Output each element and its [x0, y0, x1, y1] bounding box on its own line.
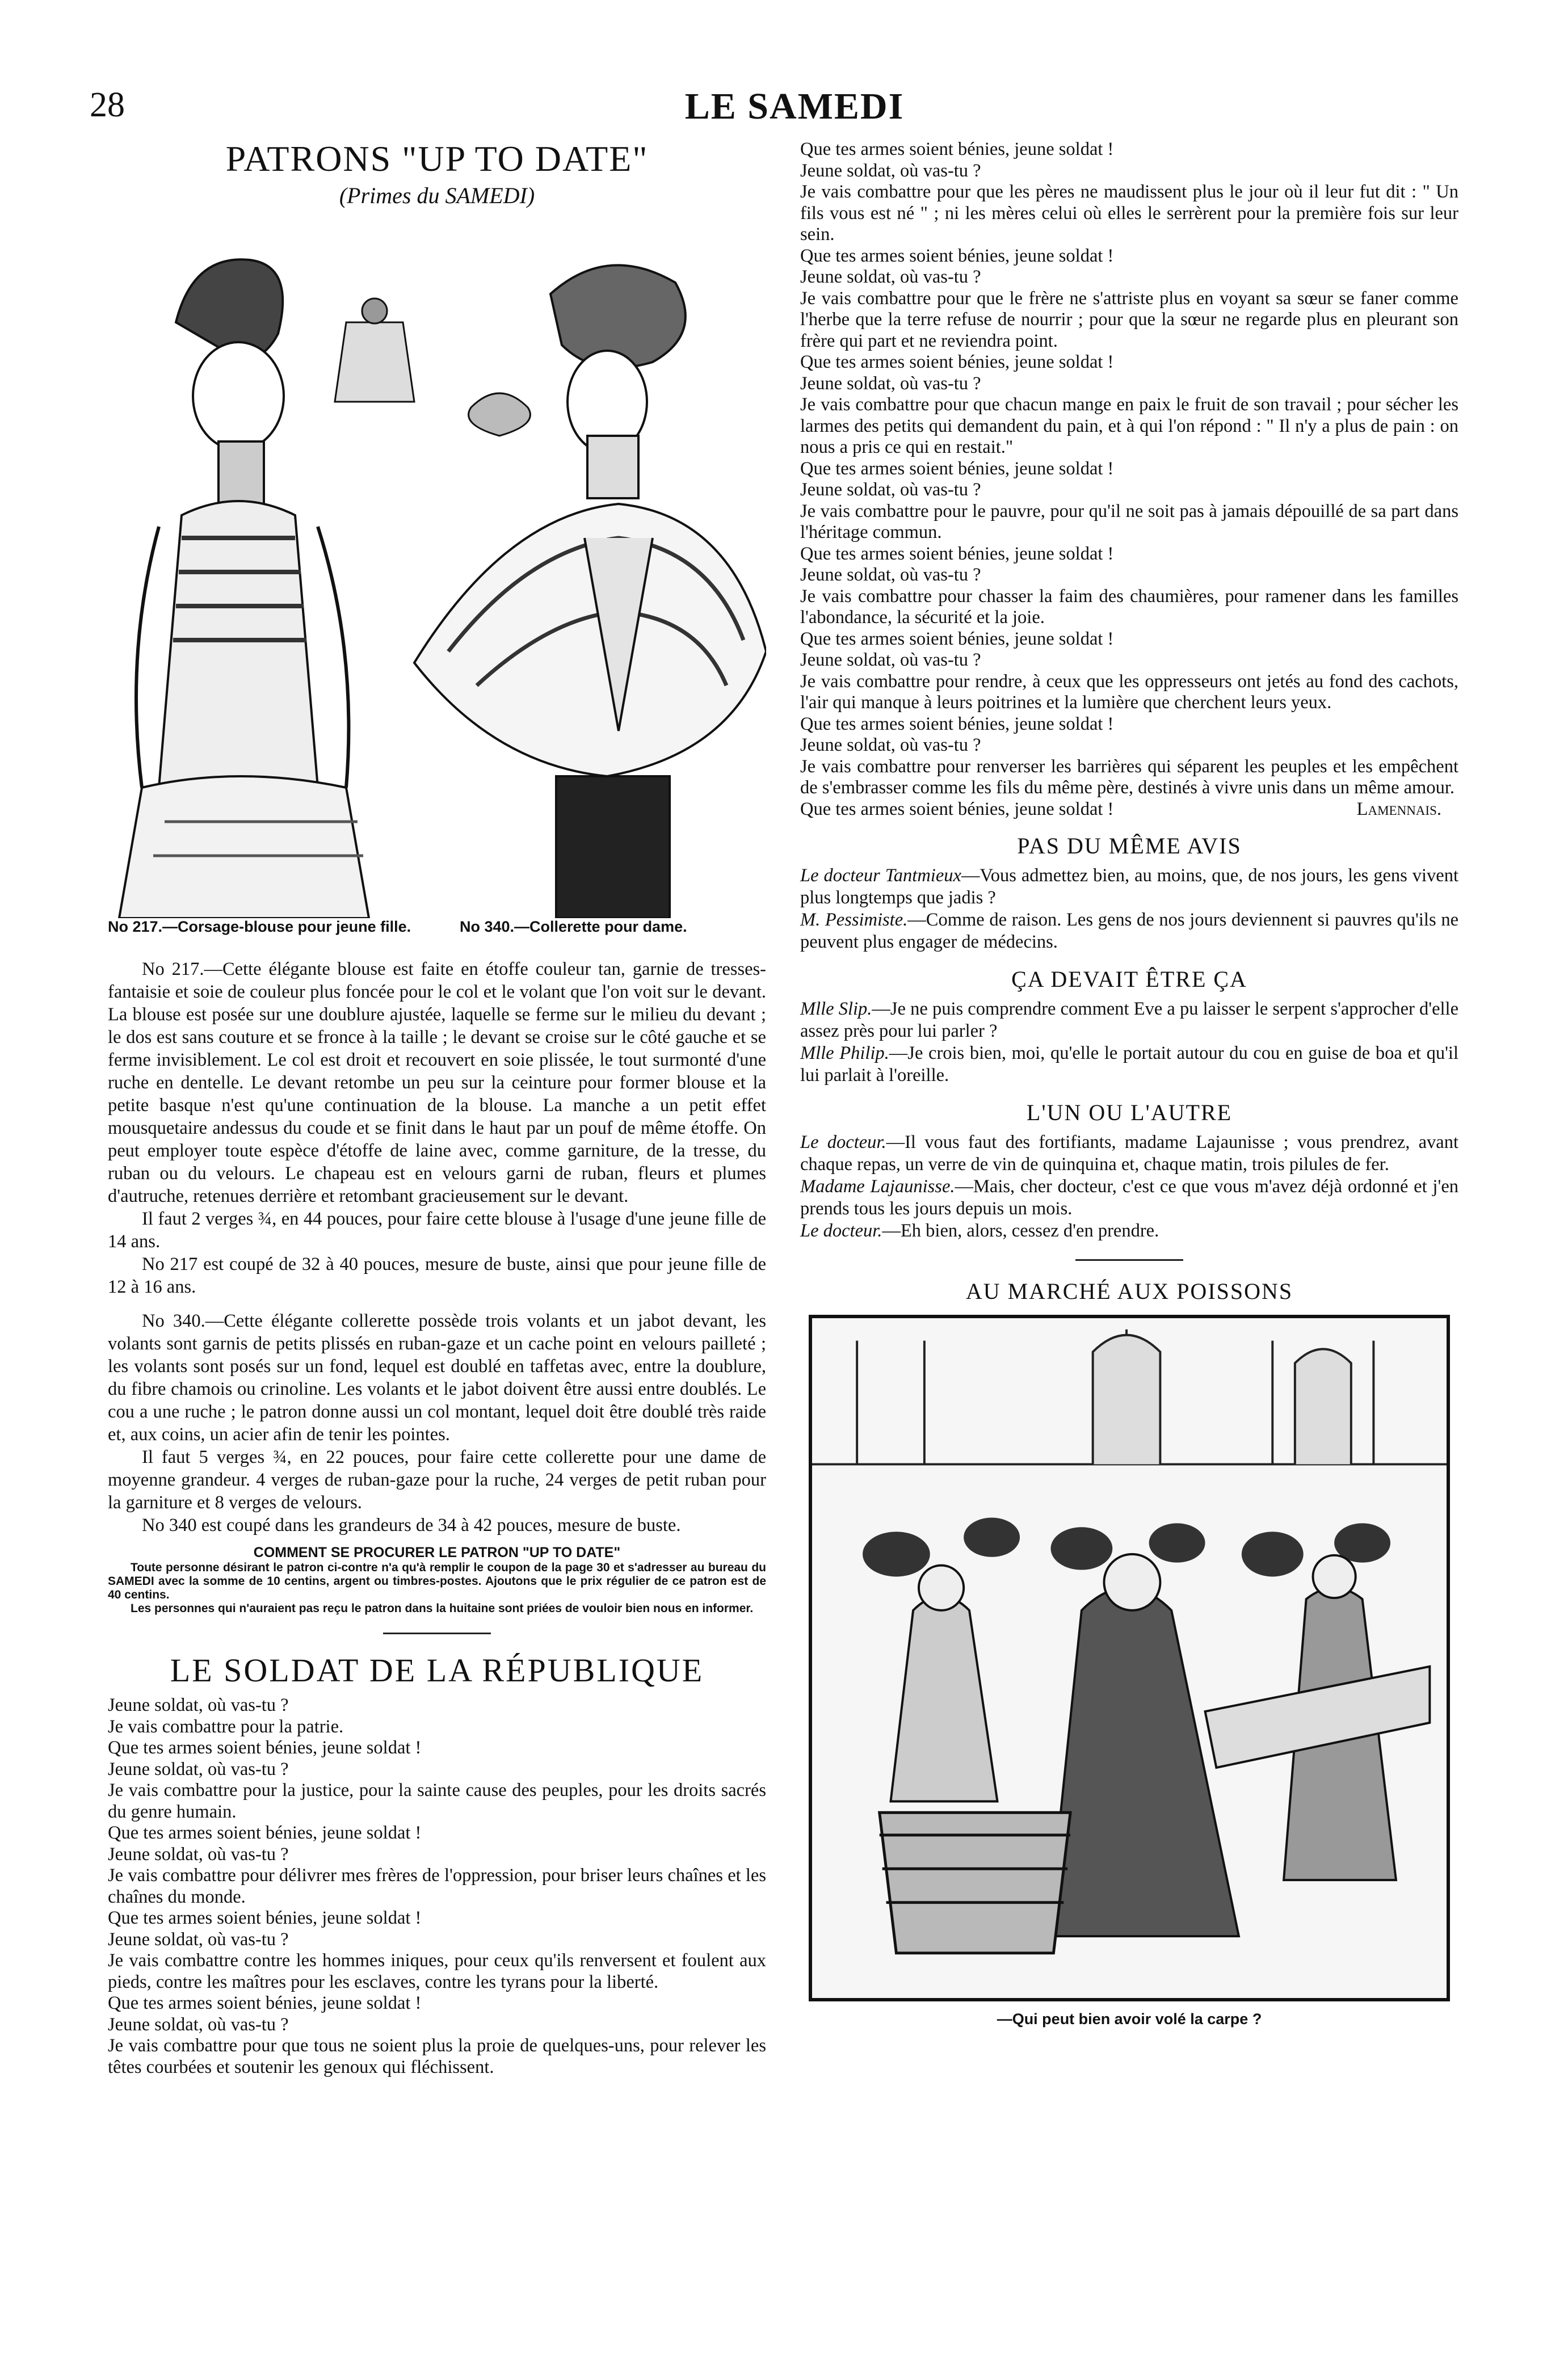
marche-caption: —Qui peut bien avoir volé la carpe ? — [997, 2010, 1262, 2028]
signature-lamennais: Lamennais. — [1356, 798, 1441, 819]
right-column — [800, 139, 1458, 2028]
poem-question-line: Jeune soldat, où vas-tu ? — [108, 1929, 289, 1950]
poem-line: Je vais combattre pour que les pères ne maudissent plus le jour où il leur fut dit : " Un fils vous est né " ; ni les mères celui où elles le serrèrent pour la première fois sur leur sein. — [800, 182, 1458, 245]
poem-line: Je vais combattre pour le pauvre, pour qu'il ne soit pas à jamais dépouillé de sa part dans l'héritage commun. — [800, 500, 1458, 542]
poem-line: Que tes armes soient bénies, jeune soldat ! — [800, 458, 1114, 479]
caption-340: No 340.—Collerette pour dame. — [460, 918, 687, 936]
poem-question-line: Jeune soldat, où vas-tu ? — [800, 267, 981, 287]
poem-question-line: Jeune soldat, où vas-tu ? — [800, 650, 981, 670]
poem-line: Que tes armes soient bénies, jeune soldat ! — [108, 1823, 422, 1844]
caption-217: No 217.—Corsage-blouse pour jeune fille. — [108, 918, 411, 936]
desc-340-sizes: No 340 est coupé dans les grandeurs de 34 à 42 pouces, mesure de buste. — [142, 1515, 681, 1536]
lun-title: L'UN OU L'AUTRE — [1026, 1100, 1233, 1125]
poem-line: Que tes armes soient bénies, jeune soldat ! — [800, 245, 1114, 266]
dialog-text: —Mais, cher docteur, c'est ce que vous m'avez déjà ordonné et j'en prends tous les jours depuis un mois. — [800, 1176, 1458, 1219]
how-to-title: COMMENT SE PROCURER LE PATRON "UP TO DATE" — [253, 1545, 621, 1561]
dialog-line — [800, 1176, 1458, 1220]
poem-line: Je vais combattre pour délivrer mes frères de l'oppression, pour briser leurs chaînes et les chaînes du monde. — [108, 1865, 766, 1907]
patrons-title: PATRONS "UP TO DATE" — [225, 138, 649, 179]
divider — [383, 1633, 491, 1634]
poem-line: Je vais combattre pour la justice, pour la sainte cause des peuples, pour les droits sacrés du genre humain. — [108, 1780, 766, 1822]
soldat-title: LE SOLDAT DE LA RÉPUBLIQUE — [170, 1652, 704, 1689]
poem-line: Que tes armes soient bénies, jeune soldat ! — [800, 139, 1114, 159]
ca-title: ÇA DEVAIT ÊTRE ÇA — [1011, 966, 1247, 992]
avis-title: PAS DU MÊME AVIS — [1017, 833, 1242, 859]
figure-captions — [108, 918, 766, 947]
patrons-subtitle: (Primes du SAMEDI) — [339, 183, 535, 209]
poem-question-line: Jeune soldat, où vas-tu ? — [800, 479, 981, 500]
fish-market-drawing — [812, 1318, 1447, 1998]
poem-line: Que tes armes soient bénies, jeune soldat ! — [108, 1738, 422, 1759]
poem-line: Que tes armes soient bénies, jeune soldat ! — [800, 713, 1114, 734]
fashion-illustration — [108, 220, 766, 918]
dialog-line — [800, 1042, 1458, 1087]
divider-right — [1075, 1259, 1183, 1261]
soldat-poem-left — [108, 1695, 766, 2078]
poem-line: Je vais combattre pour la patrie. — [108, 1716, 344, 1737]
dialog-line — [800, 1220, 1458, 1242]
page-number: 28 — [90, 86, 125, 124]
dialog-text: —Comme de raison. Les gens de nos jours deviennent si pauvres qu'ils ne peuvent plus engager de médecins. — [800, 910, 1459, 952]
poem-question-line: Jeune soldat, où vas-tu ? — [108, 2014, 289, 2035]
speaker-name: Mlle Philip. — [800, 1043, 889, 1063]
desc-217-sizes: No 217 est coupé de 32 à 40 pouces, mesure de buste, ainsi que pour jeune fille de 12 à 16 ans. — [108, 1254, 766, 1298]
speaker-name: Mlle Slip. — [800, 999, 872, 1019]
desc-340-yardage: Il faut 5 verges ¾, en 22 pouces, pour faire cette collerette pour une dame de moyenne grandeur. 4 verges de ruban-gaze pour la ruche, 24 verges de petit ruban pour la garniture et 8 verges de velours. — [108, 1447, 766, 1513]
poem-line: Je vais combattre pour chasser la faim des chaumières, pour ramener dans les familles l'abondance, la sécurité et la joie. — [800, 586, 1458, 628]
dialog-text: —Vous admettez bien, au moins, que, de nos jours, les gens vivent plus longtemps que jadis ? — [800, 865, 1459, 908]
speaker-name: Le docteur. — [800, 1221, 882, 1241]
soldat-last-line — [800, 799, 1458, 821]
dialog-line — [800, 865, 1458, 909]
how-to-body-2: Les personnes qui n'auraient pas reçu le patron dans la huitaine sont priées de vouloir bien nous en informer. — [131, 1602, 754, 1616]
ca-dialog — [800, 998, 1458, 1087]
speaker-name: Madame Lajaunisse. — [800, 1176, 955, 1197]
poem-question-line: Jeune soldat, où vas-tu ? — [800, 373, 981, 394]
poem-line: Que tes armes soient bénies, jeune soldat ! — [800, 628, 1114, 649]
fish-market-illustration — [809, 1315, 1450, 2001]
poem-line: Que tes armes soient bénies, jeune soldat ! — [800, 543, 1114, 564]
fashion-drawing — [108, 220, 766, 918]
desc-340: No 340.—Cette élégante collerette possède trois volants et un jabot devant, les volants sont garnis de petits plissés en ruban-gaze et un cache point en velours pailleté ; les volants sont posés sur un fond, lequel est doublé en taffetas avec, entre la doublure, du fibre chamois ou crinoline. Les volants et le jabot doivent être aussi entre doublés. Le cou a une ruche ; le patron donne aussi un col montant, lequel doit être doublé très raide et, aux coins, un acier afin de tenir les pointes. — [108, 1311, 766, 1445]
poem-line: Que tes armes soient bénies, jeune soldat ! — [108, 1908, 422, 1929]
dialog-text: —Il vous faut des fortifiants, madame Lajaunisse ; vous prendrez, avant chaque repas, un verre de vin de quinquina et, chaque matin, trois pilules de fer. — [800, 1132, 1458, 1175]
speaker-name: Le docteur. — [800, 1132, 886, 1152]
desc-217-yardage: Il faut 2 verges ¾, en 44 pouces, pour faire cette blouse à l'usage d'une jeune fille de 14 ans. — [108, 1209, 766, 1252]
poem-question-line: Jeune soldat, où vas-tu ? — [800, 160, 981, 181]
poem-line: Je vais combattre pour que le frère ne s'attriste plus en voyant sa sœur se faner comme l'herbe que la terre refuse de nourrir ; pour que la sœur ne regarde plus en pleurant son frère qui part et ne reviendra point. — [800, 288, 1458, 351]
soldat-poem-right — [800, 139, 1458, 799]
lun-dialog — [800, 1131, 1458, 1242]
poem-question-line: Jeune soldat, où vas-tu ? — [800, 735, 981, 755]
poem-question-line: Jeune soldat, où vas-tu ? — [108, 1844, 289, 1865]
poem-question-line: Jeune soldat, où vas-tu ? — [108, 1759, 289, 1780]
poem-question-line: Jeune soldat, où vas-tu ? — [108, 1695, 289, 1716]
dialog-line — [800, 998, 1458, 1042]
speaker-name: M. Pessimiste. — [800, 910, 908, 930]
soldat-closing-line: Que tes armes soient bénies, jeune soldat ! — [800, 798, 1114, 819]
poem-line: Que tes armes soient bénies, jeune soldat ! — [108, 1993, 422, 2014]
dialog-line — [800, 909, 1458, 953]
newspaper-title: LE SAMEDI — [684, 86, 905, 127]
poem-question-line: Jeune soldat, où vas-tu ? — [800, 565, 981, 585]
dialog-text: —Je crois bien, moi, qu'elle le portait autour du cou en guise de boa et qu'il lui parlait à l'oreille. — [800, 1043, 1458, 1086]
poem-line: Que tes armes soient bénies, jeune soldat ! — [800, 352, 1114, 372]
dialog-text: —Eh bien, alors, cessez d'en prendre. — [882, 1221, 1159, 1241]
desc-217: No 217.—Cette élégante blouse est faite en étoffe couleur tan, garnie de tresses-fantaisie et soie de couleur plus foncée pour le col et le volant que l'on voit sur le devant. La blouse est posée sur une doublure ajustée, laquelle se ferme sur le milieu du devant ; le dos est sans couture et se fronce à la taille ; le devant se croise sur le côté gauche et se ferme invisiblement. Le col est droit et recouvert en soie plissée, le tout surmonté d'une ruche en dentelle. Le devant retombe un peu sur la ceinture pour former blouse et la petite basque n'est qu'une continuation de la blouse. La manche a un petit effet mousquetaire andessus du coude et se finit dans le haut par un pouf de même étoffe. On peut employer toute espèce d'étoffe de laine avec, comme garniture, de la tresse, du ruban ou du velours. Le chapeau est en velours garni de ruban, fleurs et plumes d'autruche, retenues derrière et retombant gracieusement sur le devant. — [108, 959, 766, 1207]
poem-line: Je vais combattre pour rendre, à ceux que les oppresseurs ont jetés au fond des cachots, l'air qui manque à leurs poitrines et la lumière que cherchent leurs yeux. — [800, 671, 1458, 713]
avis-dialog — [800, 865, 1458, 953]
poem-line: Je vais combattre pour renverser les barrières qui séparent les peuples et les empêchent de s'embrasser comme les fils du même père, destinés à vivre unis dans un même amour. — [800, 756, 1458, 798]
dialog-text: —Je ne puis comprendre comment Eve a pu laisser le serpent s'approcher d'elle assez près pour lui parler ? — [800, 999, 1458, 1041]
left-column — [108, 139, 766, 2078]
how-to-body-1: Toute personne désirant le patron ci-contre n'a qu'à remplir le coupon de la page 30 et s'adresser au bureau du SAMEDI avec la somme de 10 centins, argent ou timbres-postes. Ajoutons que le prix régulier de ce patron est de 40 centins. — [108, 1561, 766, 1602]
dialog-line — [800, 1131, 1458, 1176]
poem-line: Je vais combattre pour que chacun mange en paix le fruit de son travail ; pour sécher les larmes des petits qui demandent du pain, et à qui l'on répond : " Il n'y a plus de pain : on nous a pris ce qui en restait." — [800, 394, 1458, 457]
marche-title: AU MARCHÉ AUX POISSONS — [965, 1278, 1293, 1304]
speaker-name: Le docteur Tantmieux — [800, 865, 961, 886]
poem-line: Je vais combattre pour que tous ne soient plus la proie de quelques-uns, pour relever les têtes courbées et soutenir les genoux qui fléchissent. — [108, 2035, 766, 2077]
poem-line: Je vais combattre contre les hommes iniques, pour ceux qu'ils renversent et foulent aux pieds, contre les maîtres pour les esclaves, contre les tyrans pour la liberté. — [108, 1950, 766, 1992]
